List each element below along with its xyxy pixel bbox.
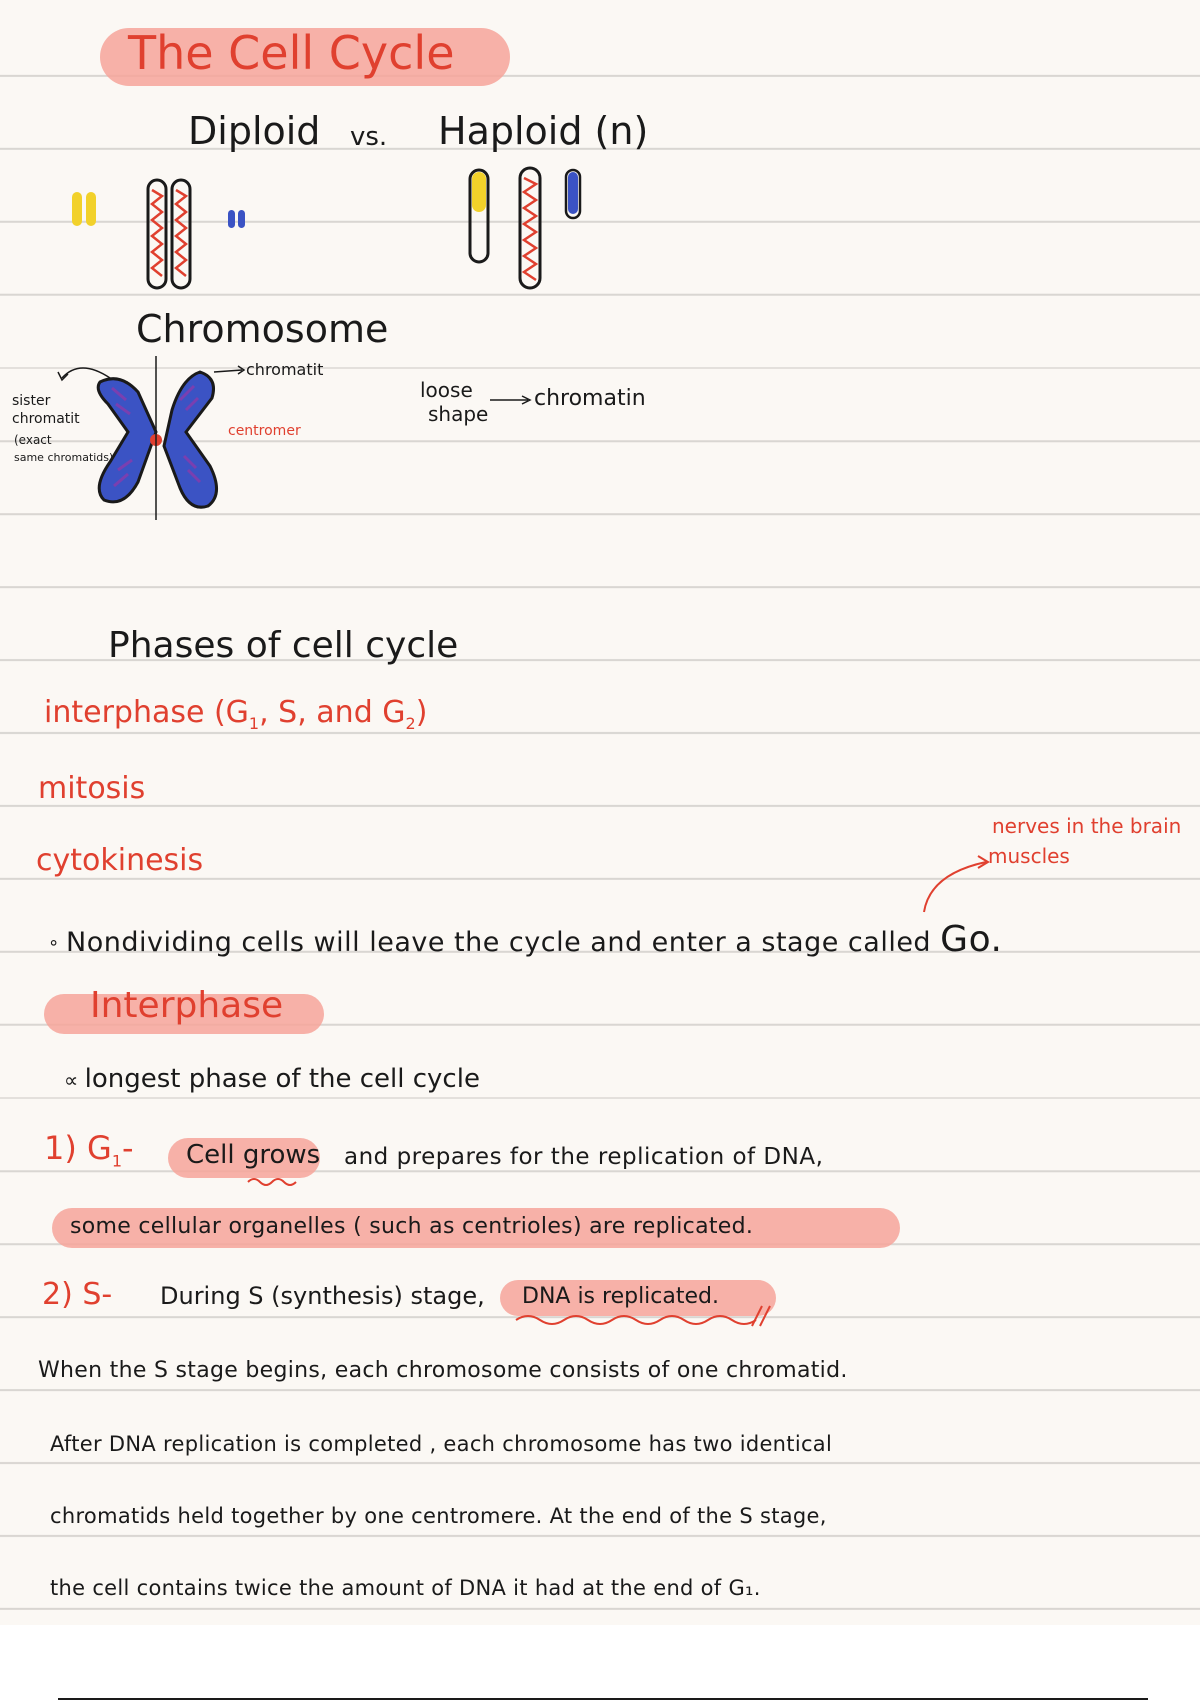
centromere-label: centromer	[228, 423, 301, 439]
chromosome-heading: Chromosome	[136, 307, 389, 351]
phases-heading: Phases of cell cycle	[108, 625, 459, 666]
interphase-g: G	[225, 695, 249, 730]
longest-text: longest phase of the cell cycle	[84, 1064, 480, 1094]
nerves-note: nerves in the brain	[992, 814, 1182, 838]
vs-label: vs.	[350, 122, 388, 152]
chromatid-label: chromatit	[246, 360, 324, 379]
haploid-label: Haploid (n)	[438, 109, 649, 153]
nondividing-text: Nondividing cells will leave the cycle and enter a stage called	[66, 927, 932, 958]
page-title: The Cell Cycle	[128, 26, 455, 80]
interphase-end: )	[415, 695, 428, 730]
s-during: During S (synthesis) stage,	[160, 1282, 485, 1310]
sister-label-3: (exact	[14, 433, 52, 447]
body-line-2: After DNA replication is completed , each chromosome has two identical	[50, 1432, 833, 1456]
shape-label: shape	[428, 402, 489, 426]
cell-grows: Cell grows	[186, 1140, 321, 1170]
interphase-sub2: 2	[405, 714, 416, 733]
sister-label-2: chromatit	[12, 411, 80, 427]
s-label: 2) S-	[42, 1277, 113, 1312]
mitosis-item: mitosis	[38, 771, 146, 806]
cytokinesis-item: cytokinesis	[36, 843, 204, 878]
body-line-4: the cell contains twice the amount of DNA it had at the end of G₁.	[50, 1576, 761, 1600]
organelles-line: some cellular organelles ( such as centrioles) are replicated.	[70, 1214, 754, 1239]
sister-label-4: same chromatids)	[14, 451, 114, 464]
g1-label-text: 1) G	[44, 1129, 112, 1167]
interphase-heading: Interphase	[90, 985, 284, 1026]
muscles-note: muscles	[988, 844, 1070, 868]
longest-bullet-icon: ∝	[64, 1068, 85, 1092]
diploid-label: Diploid	[188, 109, 321, 153]
dna-replicated: DNA is replicated.	[522, 1284, 719, 1309]
interphase-prefix: interphase (	[44, 695, 226, 730]
sister-label-1: sister	[12, 393, 51, 409]
interphase-sub1: 1	[248, 714, 260, 733]
interphase-mid: , S, and G	[259, 695, 406, 730]
g1-rest: and prepares for the replication of DNA,	[344, 1144, 824, 1170]
g0-text: Go.	[940, 919, 1003, 960]
body-line-1: When the S stage begins, each chromosome consists of one chromatid.	[38, 1358, 848, 1383]
body-line-3: chromatids held together by one centromere. At the end of the S stage,	[50, 1504, 827, 1528]
loose-label: loose	[420, 378, 473, 402]
g1-sub: 1	[111, 1151, 122, 1171]
g1-dash: -	[122, 1129, 134, 1167]
bullet-icon: ∘	[48, 932, 66, 954]
chromatin-label: chromatin	[534, 386, 646, 411]
